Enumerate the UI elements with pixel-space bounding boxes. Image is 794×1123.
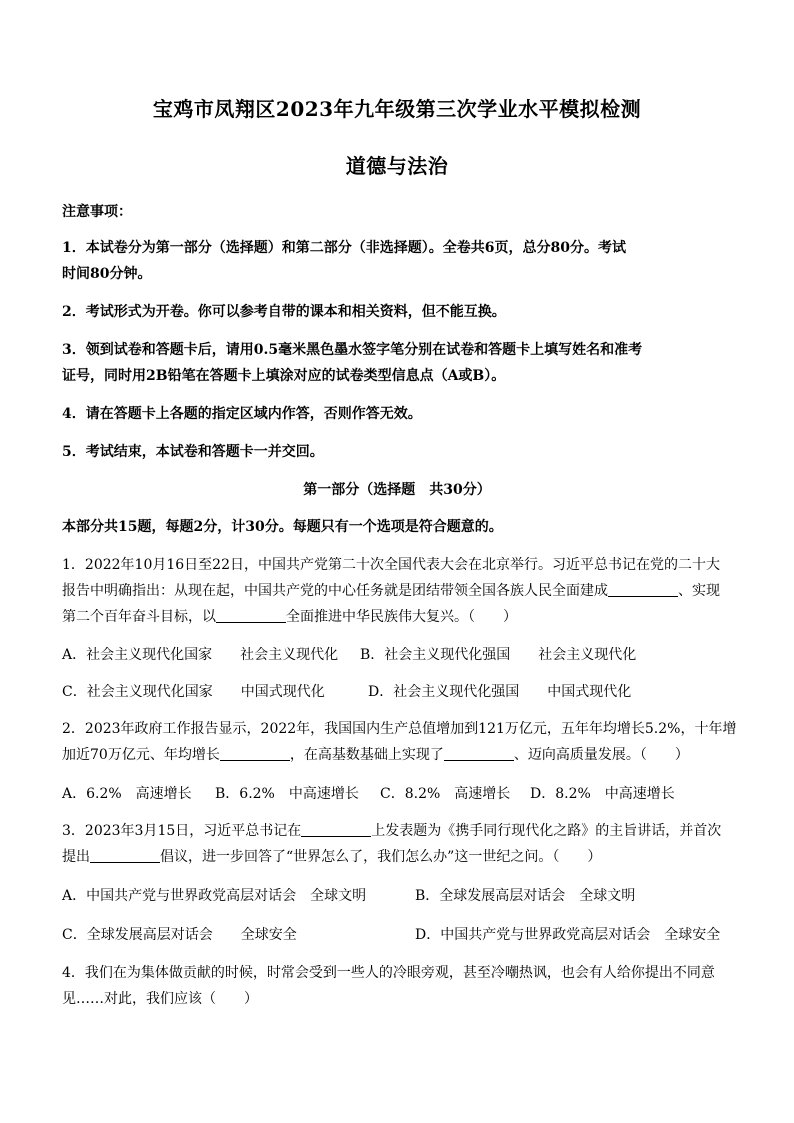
notice-item: 4．请在答题卡上各题的指定区域内作答，否则作答无效。: [62, 406, 422, 422]
q3-option-d: D．中国共产党与世界政党高层对话会 全球安全: [415, 927, 721, 943]
q1-text: 报告中明确指出：从现在起，中国共产党的中心任务就是团结带领全国各族人民全面建成: [62, 583, 608, 599]
q1-option-b: B．社会主义现代化强国 社会主义现代化: [360, 647, 637, 663]
q1-line: [62, 605, 742, 629]
q3-text: 上发表题为《携手同行现代化之路》的主旨讲话，并首次: [371, 823, 722, 839]
answer-blank: [301, 822, 371, 837]
q1-line: 1．2022年10月16日至22日，中国共产党第二十次全国代表大会在北京举行。习近平总书记在党的二十大: [62, 557, 720, 573]
section-instruction: 本部分共15题，每题2分，计30分。每题只有一个选项是符合题意的。: [62, 519, 503, 535]
q3-line: [62, 845, 742, 869]
q2-line: [62, 743, 742, 767]
q2-option-c: C．8.2% 高速增长: [380, 786, 511, 802]
q3-line: [62, 819, 742, 843]
answer-blank: [444, 746, 514, 761]
answer-blank: [90, 848, 160, 863]
q2-line: 2．2023年政府工作报告显示，2022年，我国国内生产总值增加到121万亿元，五年年均增长5.2%，十年增: [62, 721, 737, 737]
q4-line: 见……对此，我们应该（ ）: [62, 991, 258, 1007]
notice-item: 3．领到试卷和答题卡后，请用0.5毫米黑色墨水签字笔分别在试卷和答题卡上填写姓名和准考: [62, 342, 643, 358]
q3-text: 倡议，进一步回答了“世界怎么了，我们怎么办”这一世纪之问。（ ）: [160, 849, 602, 865]
q2-option-d: D．8.2% 中高速增长: [530, 786, 675, 802]
notice-item: 证号，同时用2B铅笔在答题卡上填涂对应的试卷类型信息点（A或B）。: [62, 368, 506, 384]
q4-line: 4．我们在为集体做贡献的时候，时常会受到一些人的冷眼旁观，甚至冷嘲热讽，也会有人给你提出不同意: [62, 965, 715, 981]
answer-blank: [216, 608, 286, 623]
notice-item: 5．考试结束，本试卷和答题卡一并交回。: [62, 444, 324, 460]
q1-text: 第二个百年奋斗目标，以: [62, 609, 216, 625]
section-title: 第一部分（选择题 共30分）: [303, 482, 491, 498]
q3-option-b: B．全球发展高层对话会 全球文明: [415, 888, 636, 904]
q2-option-b: B．6.2% 中高速增长: [215, 786, 359, 802]
q3-option-c: C．全球发展高层对话会 全球安全: [62, 927, 297, 943]
q2-option-a: A．6.2% 高速增长: [62, 786, 192, 802]
q1-option-a: A．社会主义现代化国家 社会主义现代化: [62, 647, 339, 663]
answer-blank: [608, 582, 678, 597]
q1-option-d: D．社会主义现代化强国 中国式现代化: [368, 684, 632, 700]
notice-item: 时间80分钟。: [62, 266, 152, 282]
q1-option-c: C．社会主义现代化国家 中国式现代化: [62, 684, 325, 700]
q1-line: [62, 579, 742, 603]
notice-heading: 注意事项：: [62, 204, 132, 220]
notice-item: 1．本试卷分为第一部分（选择题）和第二部分（非选择题）。全卷共6页，总分80分。考试: [62, 240, 626, 256]
answer-blank: [220, 746, 290, 761]
subject-title: 道德与法治: [345, 154, 449, 178]
q1-text: 全面推进中华民族伟大复兴。（ ）: [286, 609, 517, 625]
exam-title: 宝鸡市凤翔区2023年九年级第三次学业水平模拟检测: [152, 97, 642, 121]
q2-text: 加近70万亿元、年均增长: [62, 747, 220, 763]
q3-text: 提出: [62, 849, 90, 865]
q1-text: 、实现: [678, 583, 720, 599]
q3-text: 3．2023年3月15日，习近平总书记在: [62, 823, 302, 839]
notice-item: 2．考试形式为开卷。你可以参考自带的课本和相关资料，但不能互换。: [62, 304, 506, 320]
q2-text: ，在高基数基础上实现了: [289, 747, 444, 763]
q3-option-a: A．中国共产党与世界政党高层对话会 全球文明: [62, 888, 367, 904]
q2-text: 、迈向高质量发展。（ ）: [513, 747, 689, 763]
